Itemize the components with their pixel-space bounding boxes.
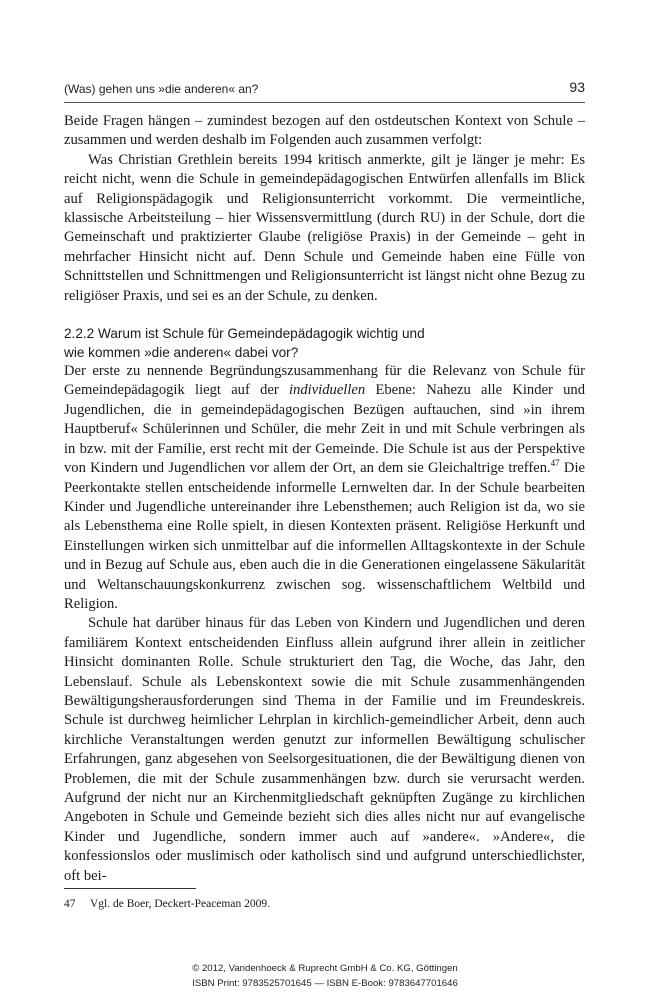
- page-number: 93: [569, 79, 585, 95]
- emphasis-individuellen: individuellen: [288, 382, 366, 399]
- main-text: [64, 112, 585, 886]
- paragraph-1: Beide Fragen hängen – zumindest bezogen auf den ostdeutschen Kontext von Schule – zusammen und werden deshalb im Folgenden auch zusammen verfolgt:: [64, 113, 585, 149]
- section-heading-line-2: wie kommen »die anderen« dabei vor?: [64, 345, 299, 361]
- footnote: [64, 897, 585, 912]
- footnote-text: Vgl. de Boer, Deckert-Peaceman 2009.: [90, 898, 270, 910]
- running-header: [64, 79, 585, 99]
- footnote-number: 47: [64, 898, 76, 910]
- paragraph-3-part-c: Die Peerkontakte stellen entscheidende informelle Lernwelten dar. In der Schule bearbeiten Kinder und Jugendliche untereinander ihre Lebensthemen; auch Religion ist da, wo sie als Lebensthema eine Rolle spielt, in diesen Kontexten präsent. Religiöse Herkunft und Einstellungen wirken sich unmittelbar auf die informellen Alltagskontexte in der Schule und in Bezug auf Schule aus, eben auch die in die Generationen eingelassene Säkularität und Weltanschauungskonkurrenz zwischen sog. wissenschaftlichem Weltbild und Religion.: [64, 460, 585, 612]
- copyright-line: © 2012, Vandenhoeck & Ruprecht GmbH & Co. KG, Göttingen: [192, 963, 458, 974]
- section-heading: [64, 324, 585, 362]
- isbn-line: ISBN Print: 9783525701645 — ISBN E-Book: 9783647701646: [192, 978, 458, 989]
- paragraph-3: [64, 362, 585, 614]
- running-title: (Was) gehen uns »die anderen« an?: [64, 82, 259, 96]
- footnote-reference[interactable]: 47: [550, 458, 560, 469]
- copyright-footer: [0, 961, 650, 991]
- paragraph-3-part-b: Ebene: Nahezu alle Kinder und Jugendlichen, die in gemeindepädagogischen Bezügen auftauchen, sind »in ihrem Hauptberuf« Schülerinnen und Schüler, die mehr Zeit in und mit Schule verbringen als in bzw. mit der Familie, erst recht mit der Gemeinde. Die Schule ist aus der Perspektive von Kindern und Jugendlichen vor allem der Ort, an dem sie Gleichaltrige treffen.: [64, 382, 586, 477]
- header-rule: [64, 102, 585, 103]
- section-heading-line-1: 2.2.2 Warum ist Schule für Gemeindepädagogik wichtig und: [64, 326, 425, 342]
- paragraph-4: Schule hat darüber hinaus für das Leben von Kindern und Jugendlichen und deren familiärem Kontext entscheidenden Einfluss allein aufgrund ihrer allein in zeitlicher Hinsicht dominanten Rolle. Schule strukturiert den Tag, die Woche, das Jahr, den Lebenslauf. Schule als Lebenskontext sowie die mit Schule zusammenhängenden Bewältigungsherausforderungen sind Thema in der Familie und im Freundeskreis. Schule ist durchweg heimlicher Lehrplan in kirchlich-gemeindlicher Arbeit, denn auch kirchliche Veranstaltungen werden genutzt zur informellen Bewältigung schulischer Erfahrungen, ganz abgesehen von Seelsorgesituationen, die der Bewältigung dienen von Problemen, die mit der Schule zusammenhängen bzw. durch sie verursacht werden. Aufgrund der nicht nur an Kirchenmitgliedschaft geknüpften Zugänge zu kirchlichen Angeboten in Schule und Gemeinde bezieht sich dies alles nicht nur auf evangelische Kinder und Jugendliche, sondern immer auch auf »andere«. »Andere«, die konfessionslos oder muslimisch oder katholisch sind und aufgrund unterschiedlichster, oft bei-: [64, 615, 585, 884]
- footnote-rule: [64, 888, 196, 889]
- paragraph-2: Was Christian Grethlein bereits 1994 kritisch anmerkte, gilt je länger je mehr: Es reicht nicht, wenn die Schule in gemeindepädagogischen Entwürfen allenfalls im Blick auf Religionspädagogik und Religionsunterricht vorkommt. Die vermeintliche, klassische Arbeitsteilung – hier Wissensvermittlung (durch RU) in der Schule, dort die Gemeinschaft und praktizierter Glaube (religiöse Praxis) in der Gemeinde – geht in mehrfacher Hinsicht nicht auf. Denn Schule und Gemeinde haben eine Fülle von Schnittstellen und Schnittmengen und Religionsunterricht ist längst nicht ohne Bezug zu religiöser Praxis, und sei es an der Schule, zu denken.: [64, 151, 585, 304]
- paragraph-3-part-a: Der erste zu nennende Begründungszusammenhang für die Relevanz von Schule für Gemeindepädagogik liegt auf der: [64, 363, 585, 399]
